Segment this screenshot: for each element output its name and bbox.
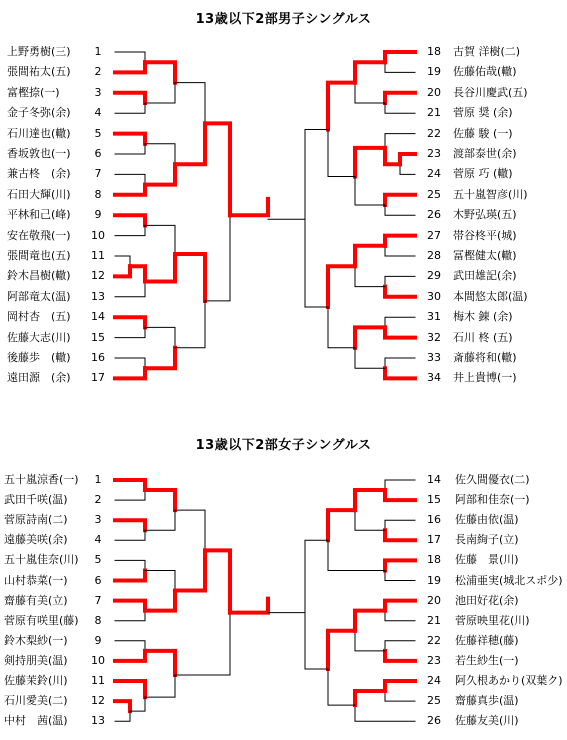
seed-number: 3: [94, 85, 102, 99]
player-name: 石田大輝(川): [7, 187, 71, 201]
winner-path: [175, 550, 205, 590]
winner-path: [115, 570, 145, 580]
seed-number: 30: [427, 289, 441, 303]
player-name: 富樫捺(一): [7, 85, 60, 99]
bracket-line: [115, 490, 145, 500]
bracket-line: [305, 130, 328, 220]
bracket-line: [115, 611, 145, 621]
player-name: 岡村杏 (五): [7, 310, 71, 324]
bracket-line: [385, 520, 415, 530]
seed-number: 21: [427, 613, 441, 627]
bracket-line: [355, 510, 385, 530]
winner-path: [328, 83, 355, 130]
player-name: 遠田源 (余): [7, 371, 71, 385]
winner-path: [328, 510, 355, 540]
seed-number: 25: [427, 694, 441, 708]
bracket-line: [115, 327, 145, 337]
seed-number: 31: [427, 310, 441, 324]
player-name: 阿部和佳奈(一): [455, 493, 530, 507]
winner-path: [385, 368, 415, 378]
seed-number: 5: [94, 553, 102, 567]
winner-path: [230, 199, 268, 215]
winner-path: [385, 490, 415, 500]
winner-path: [385, 236, 415, 246]
winner-path: [115, 62, 145, 72]
seed-number: 32: [427, 330, 441, 344]
seed-number: 4: [94, 106, 102, 120]
bracket-line: [145, 510, 175, 530]
bracket-line: [355, 176, 385, 205]
seed-number: 17: [427, 533, 441, 547]
player-name: 五十嵐涼香(一): [4, 473, 79, 486]
seed-number: 4: [94, 533, 102, 547]
bracket-line: [385, 246, 415, 256]
winner-path: [145, 348, 175, 368]
player-name: 石川愛美(二): [4, 694, 68, 708]
seed-number: 23: [427, 653, 441, 667]
seed-number: 14: [91, 310, 105, 324]
player-name: 渡部泰世(余): [453, 147, 517, 160]
winner-path: [355, 246, 385, 266]
bracket-line: [115, 256, 130, 266]
seed-number: 14: [427, 473, 441, 486]
player-name: 兼古柊 (余): [7, 167, 71, 181]
player-name: 阿部竜太(温): [7, 289, 71, 303]
winner-path: [385, 560, 415, 570]
seed-number: 12: [91, 694, 105, 708]
bracket-line: [328, 307, 355, 348]
player-name: 佐藤大志(川): [7, 330, 71, 344]
bracket-line: [328, 540, 385, 570]
bracket-line: [115, 174, 145, 184]
seed-number: 34: [427, 371, 441, 385]
player-name: 遠藤美咲(余): [4, 533, 68, 547]
player-name: 菅原 巧 (轍): [453, 167, 513, 181]
seed-number: 15: [91, 330, 105, 344]
seed-number: 16: [91, 351, 105, 364]
bracket-line: [115, 560, 145, 570]
seed-number: 11: [91, 674, 105, 687]
bracket-line: [175, 510, 205, 550]
winner-path: [355, 327, 385, 347]
seed-number: 13: [91, 714, 105, 728]
seed-number: 24: [427, 167, 441, 181]
seed-number: 3: [94, 513, 102, 527]
seed-number: 21: [427, 106, 441, 120]
winner-path: [115, 317, 145, 327]
bracket-line: [175, 301, 205, 348]
winner-path: [385, 52, 415, 62]
player-name: 本間悠太郎(温): [453, 289, 528, 303]
bracket-line: [115, 641, 145, 651]
seed-number: 8: [94, 613, 102, 627]
winner-path: [385, 287, 415, 297]
bracket-line: [400, 164, 415, 174]
bracket-line: [145, 83, 175, 103]
player-name: 武田雄記(余): [453, 269, 517, 283]
winner-path: [230, 599, 268, 613]
bracket-line: [145, 225, 175, 254]
player-name: 井上貴博(一): [453, 371, 517, 385]
winner-path: [328, 266, 355, 307]
bracket-line: [145, 327, 175, 347]
player-name: 佐久間優衣(二): [455, 473, 530, 486]
player-name: 木野弘瑛(五): [453, 208, 517, 222]
seed-number: 2: [94, 65, 102, 79]
seed-number: 10: [91, 653, 105, 667]
bracket-line: [355, 631, 385, 651]
bracket-line: [385, 134, 415, 148]
seed-number: 15: [427, 493, 441, 507]
winner-path: [145, 591, 175, 611]
player-name: 梅木 錬 (余): [453, 310, 513, 324]
bracket-line: [328, 130, 355, 177]
player-name: 齋藤真歩(温): [455, 694, 519, 708]
player-name: 佐藤 駿 (一): [453, 126, 513, 140]
player-name: 後藤歩 (轍): [7, 351, 71, 364]
bracket-line: [385, 103, 415, 113]
bracket-line: [385, 570, 415, 580]
seed-number: 7: [94, 167, 102, 181]
seed-number: 7: [94, 593, 102, 607]
player-name: 平林和己(峰): [7, 208, 71, 222]
player-name: 菅原 奨 (余): [453, 106, 513, 120]
player-name: 石川 柊 (五): [453, 330, 513, 344]
winner-path: [115, 266, 130, 276]
bracket-line: [355, 705, 415, 721]
seed-number: 25: [427, 187, 441, 201]
winner-path: [385, 530, 415, 540]
player-name: 若生紗生(一): [455, 653, 519, 667]
winner-path: [115, 368, 145, 378]
bracket-line: [385, 691, 415, 701]
winner-path: [145, 254, 175, 282]
player-name: 張間祐太(五): [7, 65, 71, 79]
winner-path: [355, 148, 385, 177]
seed-number: 1: [94, 45, 102, 58]
player-name: 鈴木昌樹(轍): [7, 269, 71, 283]
winner-path: [115, 651, 145, 661]
player-name: 池田好花(余): [455, 593, 519, 607]
seed-number: 10: [91, 228, 105, 242]
seed-number: 26: [427, 714, 441, 728]
seed-number: 22: [427, 126, 441, 140]
player-name: 齋藤有美(立): [4, 593, 68, 607]
player-name: 佐藤茉鈴(川): [4, 674, 68, 687]
winner-path: [385, 148, 400, 164]
winner-path: [355, 691, 385, 705]
player-name: 佐藤佑哉(轍): [453, 65, 517, 79]
bracket-line: [385, 205, 415, 215]
player-name: 張間竜也(五): [7, 249, 71, 262]
bracket-line: [385, 611, 415, 621]
seed-number: 29: [427, 269, 441, 283]
player-name: 冨樫健太(轍): [453, 249, 517, 262]
winner-path: [145, 164, 175, 184]
bracket-line: [115, 530, 145, 540]
seed-number: 20: [427, 85, 441, 99]
seed-number: 19: [427, 65, 441, 79]
bracket-line: [175, 83, 205, 124]
winner-path: [115, 134, 145, 144]
bracket-line: [115, 52, 145, 62]
seed-number: 5: [94, 126, 102, 140]
seed-number: 11: [91, 249, 105, 262]
bracket-line: [130, 697, 145, 711]
bracket-line: [145, 675, 175, 697]
winner-path: [115, 701, 130, 711]
bracket-line: [328, 669, 355, 705]
player-name: 佐藤由依(温): [455, 513, 519, 527]
winner-path: [115, 185, 145, 195]
winner-path: [145, 651, 175, 675]
player-name: 剣持朋美(温): [4, 653, 68, 667]
player-name: 山村恭菜(一): [4, 573, 68, 587]
seed-number: 33: [427, 351, 441, 364]
seed-number: 28: [427, 249, 441, 262]
player-name: 長谷川慶武(五): [453, 85, 528, 99]
seed-number: 2: [94, 493, 102, 507]
girls-bracket-title: 13歳以下2部女子シングルス: [195, 438, 372, 453]
winner-path: [385, 327, 415, 337]
bracket-line: [115, 358, 145, 368]
bracket-line: [145, 570, 175, 590]
seed-number: 9: [94, 208, 102, 222]
winner-path: [115, 215, 145, 225]
bracket-line: [305, 613, 328, 669]
bracket-line: [385, 641, 415, 651]
seed-number: 1: [94, 473, 102, 486]
player-name: 佐藤祥穂(藤): [455, 633, 519, 647]
winner-path: [328, 631, 355, 669]
winner-path: [130, 266, 145, 281]
seed-number: 27: [427, 228, 441, 242]
winner-path: [385, 651, 415, 661]
winner-path: [355, 611, 385, 631]
seed-number: 18: [427, 553, 441, 567]
player-name: 古賀 洋樹(二): [453, 45, 521, 58]
player-name: 香坂敦也(一): [7, 147, 71, 160]
player-name: 菅原映里花(川): [455, 613, 530, 627]
bracket-line: [145, 144, 175, 164]
seed-number: 18: [427, 45, 441, 58]
winner-path: [205, 123, 230, 215]
player-name: 帯谷柊平(城): [453, 228, 517, 242]
bracket-line: [205, 215, 230, 301]
winner-path: [385, 195, 415, 205]
bracket-line: [355, 83, 385, 103]
winner-path: [175, 123, 205, 164]
winner-path: [355, 490, 385, 510]
player-name: 佐藤 景(川): [455, 553, 519, 567]
player-name: 斎藤将和(轍): [453, 351, 517, 364]
bracket-line: [115, 711, 130, 721]
seed-number: 20: [427, 593, 441, 607]
winner-path: [385, 93, 415, 103]
seed-number: 9: [94, 633, 102, 647]
seed-number: 23: [427, 147, 441, 160]
seed-number: 6: [94, 573, 102, 587]
player-name: 五十嵐佳奈(川): [4, 553, 79, 567]
winner-path: [205, 550, 230, 612]
bracket-line: [385, 62, 415, 72]
winner-path: [115, 93, 145, 103]
winner-path: [145, 490, 175, 510]
bracket-line: [385, 317, 415, 327]
player-name: 菅原有咲里(藤): [4, 613, 79, 627]
winner-path: [145, 62, 175, 82]
player-name: 中村 茜(温): [4, 714, 68, 728]
player-name: 武田千咲(温): [4, 493, 68, 507]
bracket-line: [355, 266, 385, 286]
bracket-line: [355, 348, 385, 368]
player-name: 菅原詩南(二): [4, 513, 68, 527]
seed-number: 16: [427, 513, 441, 527]
winner-path: [115, 520, 145, 530]
player-name: 長南絢子(立): [455, 533, 519, 547]
bracket-line: [115, 144, 145, 154]
player-name: 金子冬弥(余): [7, 106, 71, 120]
winner-path: [115, 601, 145, 611]
bracket-line: [385, 358, 415, 368]
winner-path: [355, 62, 385, 82]
bracket-line: [115, 103, 145, 113]
player-name: 上野勇樹(三): [7, 45, 71, 58]
player-name: 松浦亜実(城北スポ少): [455, 573, 563, 587]
winner-path: [115, 681, 145, 697]
seed-number: 26: [427, 208, 441, 222]
winner-path: [400, 154, 415, 164]
winner-path: [385, 681, 415, 691]
seed-number: 6: [94, 147, 102, 160]
seed-number: 13: [91, 289, 105, 303]
boys-bracket-title: 13歳以下2部男子シングルス: [195, 12, 372, 27]
seed-number: 12: [91, 269, 105, 283]
bracket-line: [385, 276, 415, 286]
bracket-line: [115, 225, 145, 235]
bracket-line: [175, 613, 230, 675]
seed-number: 22: [427, 633, 441, 647]
winner-path: [175, 254, 205, 301]
seed-number: 8: [94, 187, 102, 201]
bracket-line: [305, 540, 328, 612]
player-name: 阿久根あかり(双葉ク): [455, 674, 563, 687]
winner-path: [115, 480, 145, 490]
seed-number: 24: [427, 674, 441, 687]
seed-number: 19: [427, 573, 441, 587]
player-name: 佐藤友美(川): [455, 714, 519, 728]
player-name: 安在敬飛(一): [7, 228, 71, 242]
bracket-line: [305, 219, 328, 307]
bracket-line: [115, 282, 145, 297]
player-name: 五十嵐智彦(川): [453, 187, 528, 201]
player-name: 鈴木梨紗(一): [4, 633, 68, 647]
seed-number: 17: [91, 371, 105, 385]
bracket-line: [385, 480, 415, 490]
player-name: 石川達也(轍): [7, 126, 71, 140]
winner-path: [385, 601, 415, 611]
